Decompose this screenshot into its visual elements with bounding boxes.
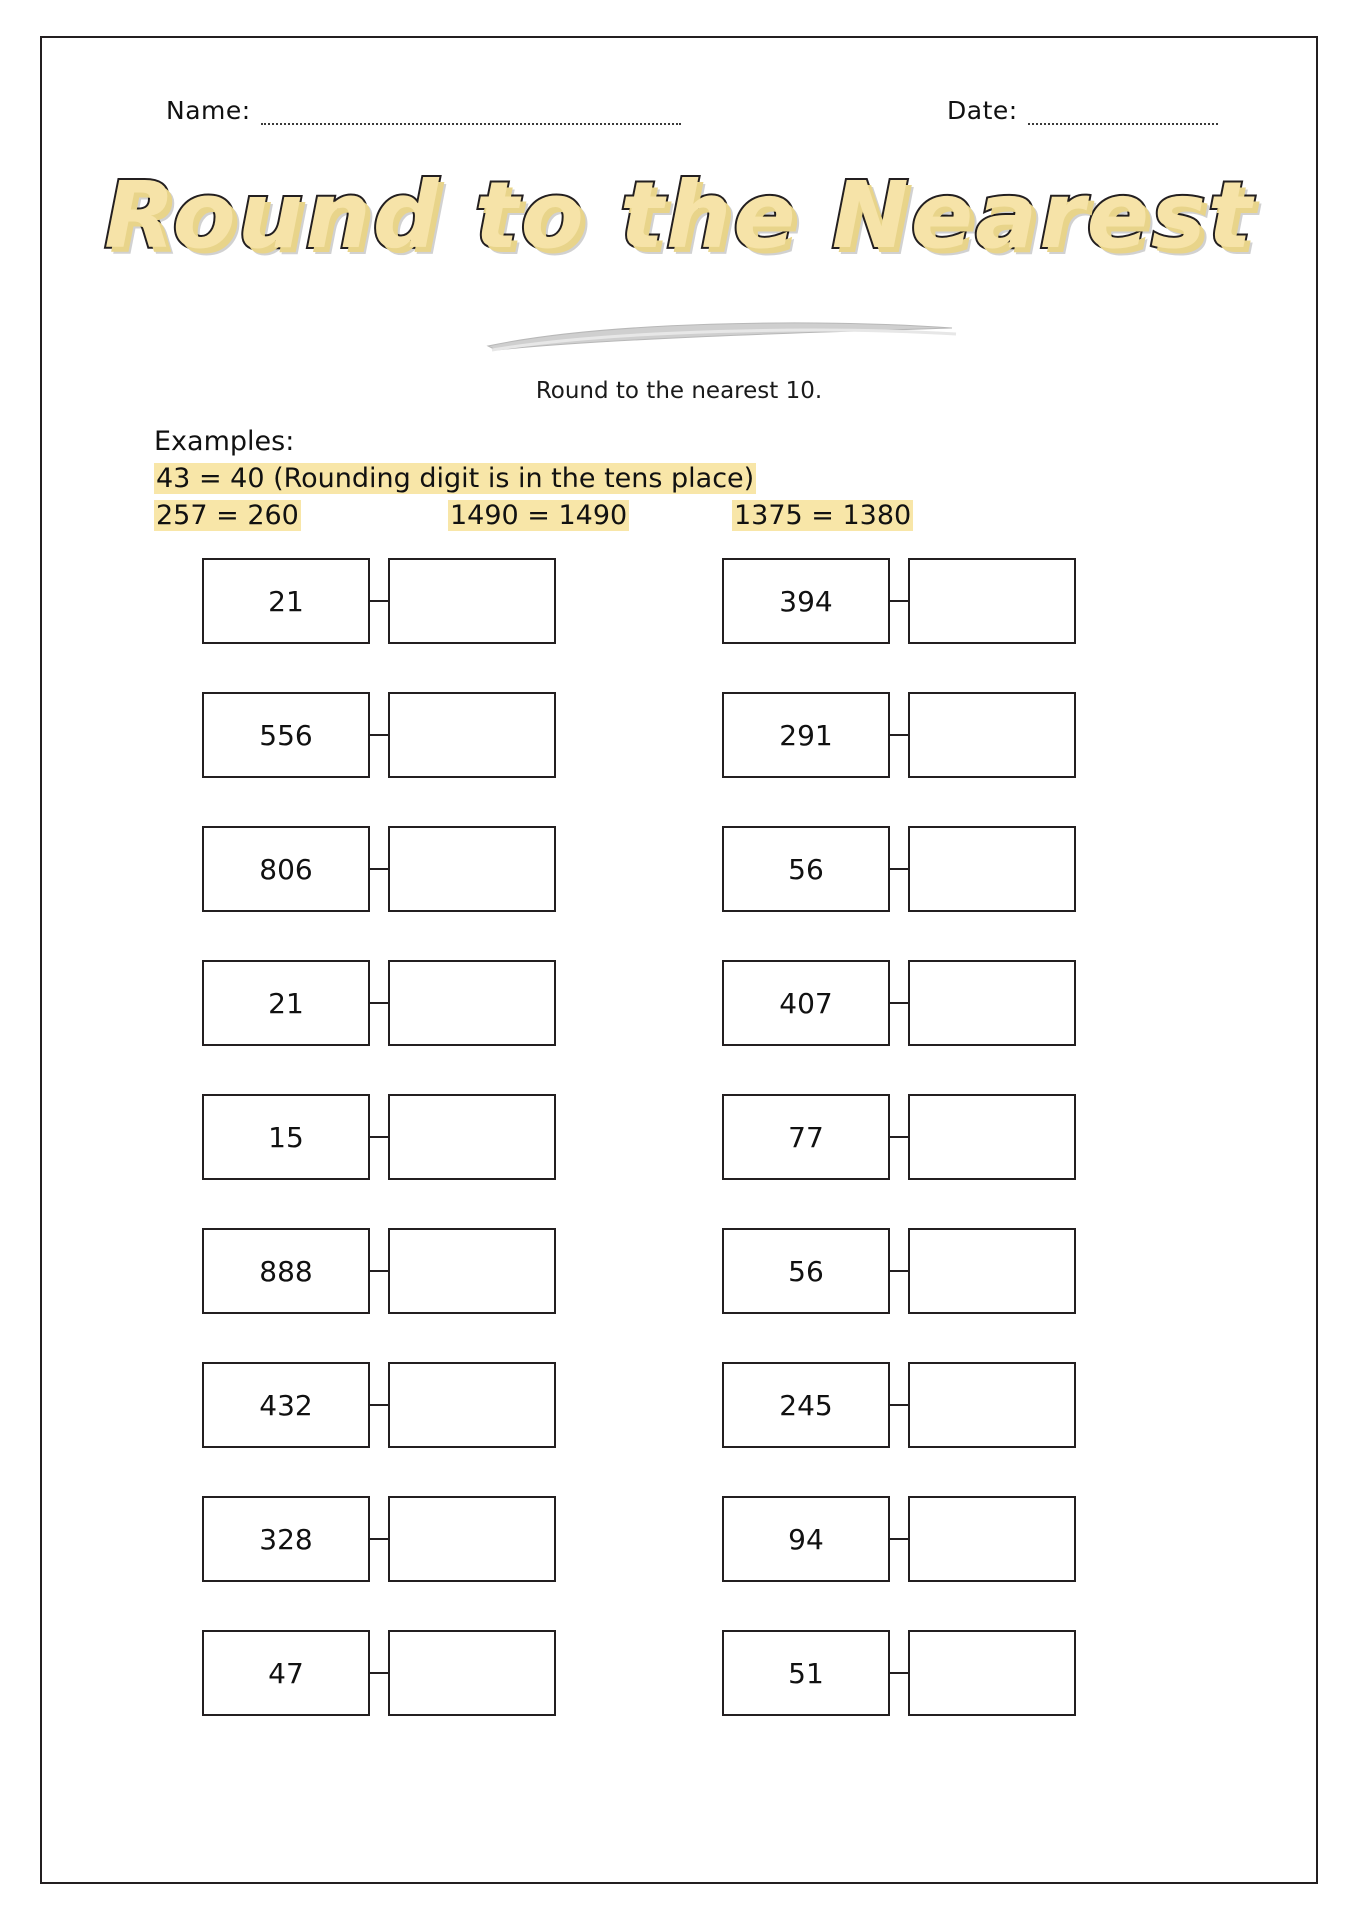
problem-row [42,1094,1316,1228]
title-underline-swoosh [482,316,962,356]
name-date-row [42,96,1316,136]
problem-number: 94 [722,1496,890,1582]
problem-number: 77 [722,1094,890,1180]
problem-row [42,826,1316,960]
problem-row [42,1228,1316,1362]
problem-pair-right-3 [722,826,1076,912]
instruction-text: Round to the nearest 10. [535,378,823,404]
examples-heading: Examples: [154,426,295,457]
problem-pair-right-8 [722,1496,1076,1582]
problem-number: 556 [202,692,370,778]
answer-box[interactable] [908,1630,1076,1716]
problem-number: 291 [722,692,890,778]
example-3: 1490 = 1490 [450,500,628,531]
problem-number: 888 [202,1228,370,1314]
problem-pair-right-4 [722,960,1076,1046]
name-field-group [166,96,681,125]
problem-pair-left-2 [202,692,556,778]
problem-pair-left-5 [202,1094,556,1180]
problem-grid [42,558,1316,1764]
problem-pair-right-1 [722,558,1076,644]
connector-line [890,868,908,870]
answer-box[interactable] [388,960,556,1046]
problem-row [42,558,1316,692]
name-label: Name: [166,96,251,125]
page-title: Round to the Nearest [104,162,1254,269]
connector-line [890,600,908,602]
examples-block [154,426,1204,534]
connector-line [370,1404,388,1406]
problem-number: 56 [722,826,890,912]
example-4: 1375 = 1380 [734,500,912,531]
problem-number: 21 [202,558,370,644]
problem-number: 21 [202,960,370,1046]
connector-line [890,1136,908,1138]
connector-line [370,1002,388,1004]
worksheet-page [40,36,1318,1884]
problem-row [42,692,1316,826]
answer-box[interactable] [908,558,1076,644]
problem-pair-left-3 [202,826,556,912]
name-input-line[interactable] [261,105,681,125]
connector-line [370,1136,388,1138]
connector-line [890,734,908,736]
problem-number: 15 [202,1094,370,1180]
answer-box[interactable] [388,1094,556,1180]
date-field-group [947,96,1218,125]
problem-number: 51 [722,1630,890,1716]
answer-box[interactable] [908,1094,1076,1180]
connector-line [370,1270,388,1272]
problem-pair-right-5 [722,1094,1076,1180]
problem-pair-right-7 [722,1362,1076,1448]
problem-number: 407 [722,960,890,1046]
answer-box[interactable] [908,1228,1076,1314]
answer-box[interactable] [388,692,556,778]
answer-box[interactable] [908,960,1076,1046]
example-2: 257 = 260 [156,500,299,531]
date-label: Date: [947,96,1018,125]
connector-line [890,1270,908,1272]
date-input-line[interactable] [1028,105,1218,125]
answer-box[interactable] [388,1630,556,1716]
connector-line [370,1672,388,1674]
problem-number: 394 [722,558,890,644]
answer-box[interactable] [388,1362,556,1448]
answer-box[interactable] [908,692,1076,778]
problem-pair-right-6 [722,1228,1076,1314]
connector-line [370,600,388,602]
answer-box[interactable] [388,558,556,644]
connector-line [890,1002,908,1004]
answer-box[interactable] [388,1228,556,1314]
problem-pair-left-8 [202,1496,556,1582]
answer-box[interactable] [388,826,556,912]
problem-row [42,960,1316,1094]
problem-pair-left-9 [202,1630,556,1716]
problem-number: 432 [202,1362,370,1448]
connector-line [890,1404,908,1406]
problem-pair-right-2 [722,692,1076,778]
answer-box[interactable] [388,1496,556,1582]
example-1: 43 = 40 (Rounding digit is in the tens place) [156,463,755,494]
connector-line [890,1538,908,1540]
answer-box[interactable] [908,1496,1076,1582]
connector-line [890,1672,908,1674]
connector-line [370,734,388,736]
problem-row [42,1630,1316,1764]
problem-row [42,1362,1316,1496]
answer-box[interactable] [908,826,1076,912]
problem-number: 56 [722,1228,890,1314]
problem-pair-left-6 [202,1228,556,1314]
answer-box[interactable] [908,1362,1076,1448]
problem-number: 806 [202,826,370,912]
problem-pair-left-4 [202,960,556,1046]
problem-pair-left-7 [202,1362,556,1448]
problem-pair-right-9 [722,1630,1076,1716]
problem-number: 245 [722,1362,890,1448]
problem-pair-left-1 [202,558,556,644]
problem-number: 47 [202,1630,370,1716]
connector-line [370,868,388,870]
problem-row [42,1496,1316,1630]
problem-number: 328 [202,1496,370,1582]
connector-line [370,1538,388,1540]
